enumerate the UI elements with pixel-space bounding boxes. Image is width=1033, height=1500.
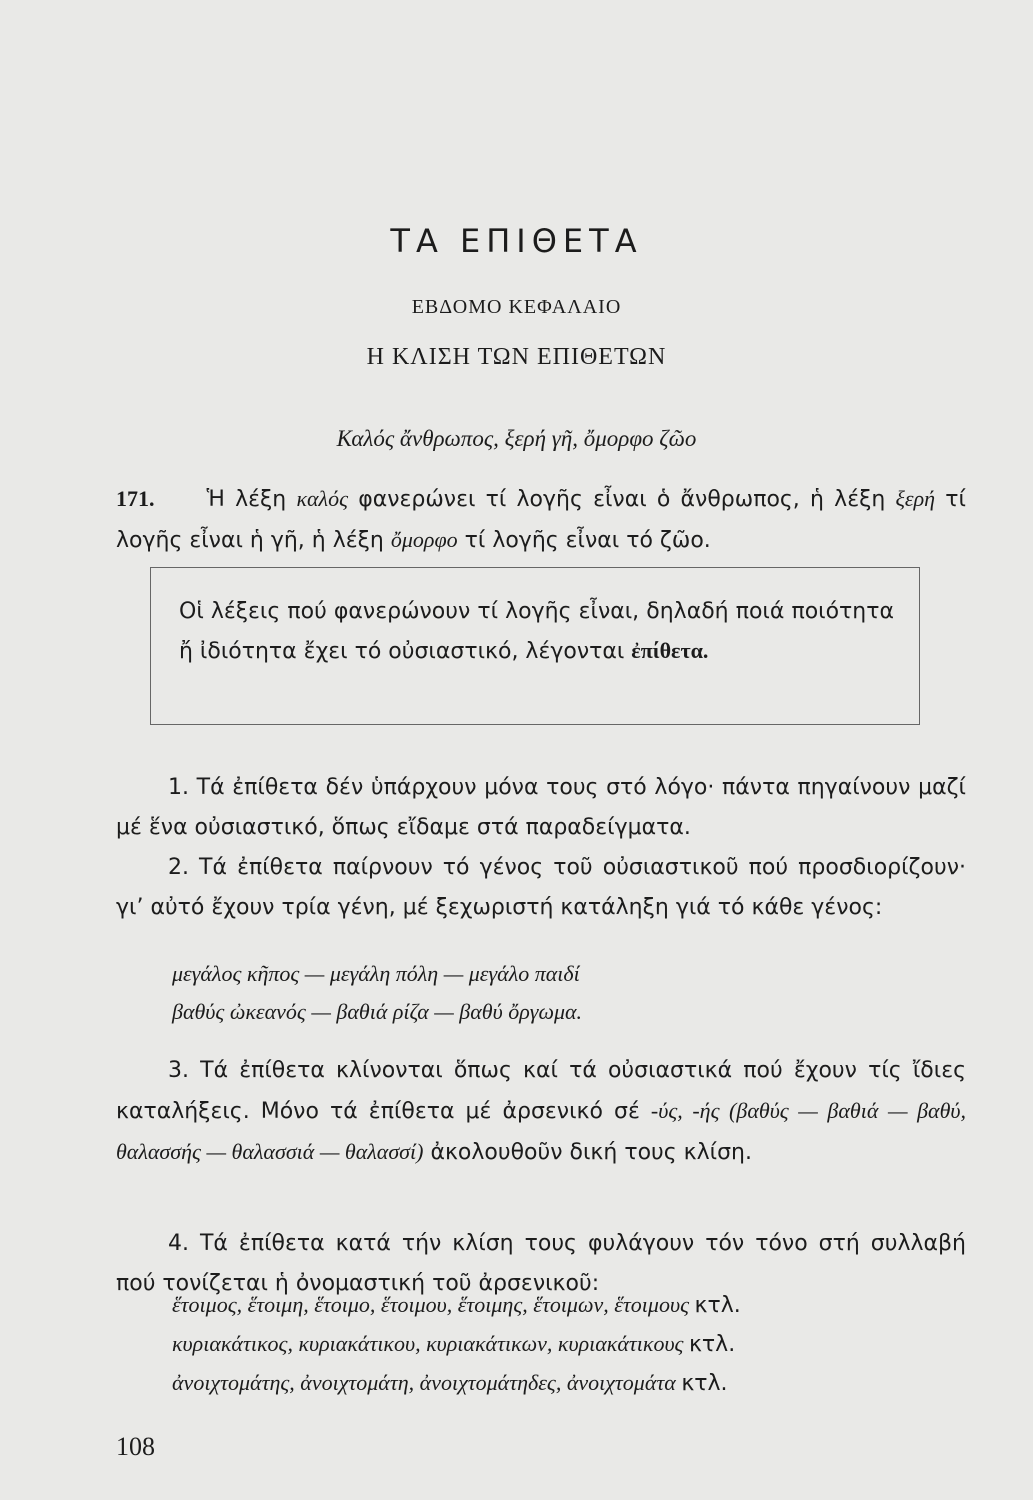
chapter-subtitle: Καλός ἄνθρωπος, ξερή γῆ, ὄμορφο ζῶο — [336, 426, 697, 451]
point-3-paragraph — [116, 1051, 966, 1173]
example-words: ἀνοιχτομάτης, ἀνοιχτομάτη, ἀνοιχτομάτηδες, ἀνοιχτομάτα — [172, 1370, 676, 1395]
text-run: φανερώνει τί λογῆς εἶναι ὁ ἄνθρωπος, ἡ λέξη — [348, 487, 896, 512]
section-number: 171. — [116, 486, 155, 511]
accent-examples — [172, 1286, 962, 1403]
italic-term: ξερή — [895, 486, 936, 511]
text-run: 2. Τά ἐπίθετα παίρνουν τό γένος τοῦ οὐσιαστικοῦ πού προσδιορίζουν· γι’ αὐτό ἔχουν τρία γένη, μέ ξεχωριστή κατάληξη γιά τό κάθε γένος: — [116, 855, 966, 920]
point-2-paragraph — [116, 848, 966, 928]
unit-title: ΤΑ ΕΠΙΘΕΤΑ — [390, 222, 643, 260]
text-run: τί λογῆς εἶναι τό ζῶο. — [457, 528, 711, 553]
defined-term: ἐπίθετα — [631, 638, 703, 663]
example-line — [172, 1325, 962, 1364]
example-line: μεγάλος κῆπος — μεγάλη πόλη — μεγάλο παιδί — [172, 961, 580, 986]
example-words: ἕτοιμος, ἕτοιμη, ἕτοιμο, ἕτοιμου, ἕτοιμης, ἕτοιμων, ἕτοιμους — [172, 1292, 689, 1317]
text-run: Οἱ λέξεις πού φανερώνουν τί λογῆς εἶναι, δηλαδή ποιά ποιότητα ἤ ἰδιότητα ἔχει τό οὐσιαστικό, λέγονται — [179, 599, 894, 664]
page-number: 108 — [116, 1432, 155, 1461]
text-run: 4. Τά ἐπίθετα κατά τήν κλίση τους φυλάγουν τόν τόνο στή συλλαβή πού τονίζεται ἡ ὀνομαστική τοῦ ἀρσενικοῦ: — [116, 1231, 966, 1296]
etc-label: κτλ. — [688, 1332, 736, 1357]
example-line — [172, 1364, 962, 1403]
definition-text — [179, 592, 894, 671]
text-run: . — [702, 638, 709, 663]
etc-label: κτλ. — [681, 1371, 728, 1396]
text-run: 3. Τά ἐπίθετα κλίνονται ὅπως καί τά οὐσιαστικά πού ἔχουν τίς ἴδιες καταλήξεις. Μόνο τά ἐπίθετα μέ ἀρσενικό σέ — [116, 1058, 966, 1124]
example-line: βαθύς ὠκεανός — βαθιά ρίζα — βαθύ ὄργωμα. — [172, 999, 583, 1024]
etc-label: κτλ. — [694, 1293, 741, 1318]
gender-examples — [172, 955, 962, 1031]
italic-examples: -ύς, -ής (βαθύς — βαθιά — βαθύ, θαλασσής — θαλασσιά — θαλασσί) — [116, 1098, 966, 1164]
text-run: 1. Τά ἐπίθετα δέν ὑπάρχουν μόνα τους στό λόγο· πάντα πηγαίνουν μαζί μέ ἕνα οὐσιαστικό, ὅπως εἴδαμε στά παραδείγματα. — [116, 775, 966, 840]
example-words: κυριακάτικος, κυριακάτικου, κυριακάτικων, κυριακάτικους — [172, 1331, 684, 1356]
section-171-paragraph — [116, 479, 966, 561]
chapter-title: Η ΚΛΙΣΗ ΤΩΝ ΕΠΙΘΕΤΩΝ — [366, 344, 667, 370]
point-1-paragraph — [116, 768, 966, 848]
italic-term: καλός — [296, 486, 348, 511]
chapter-label: ΕΒΔΟΜΟ ΚΕΦΑΛΑΙΟ — [411, 296, 622, 318]
text-run: ἀκολουθοῦν δική τους κλίση. — [423, 1140, 752, 1165]
example-line — [172, 1286, 962, 1325]
italic-term: ὄμορφο — [390, 527, 458, 552]
definition-box — [150, 567, 920, 725]
text-run: τί λογῆς εἶναι ἡ γῆ, ἡ λέξη — [116, 487, 966, 553]
text-run: Ἡ λέξη — [206, 487, 297, 512]
